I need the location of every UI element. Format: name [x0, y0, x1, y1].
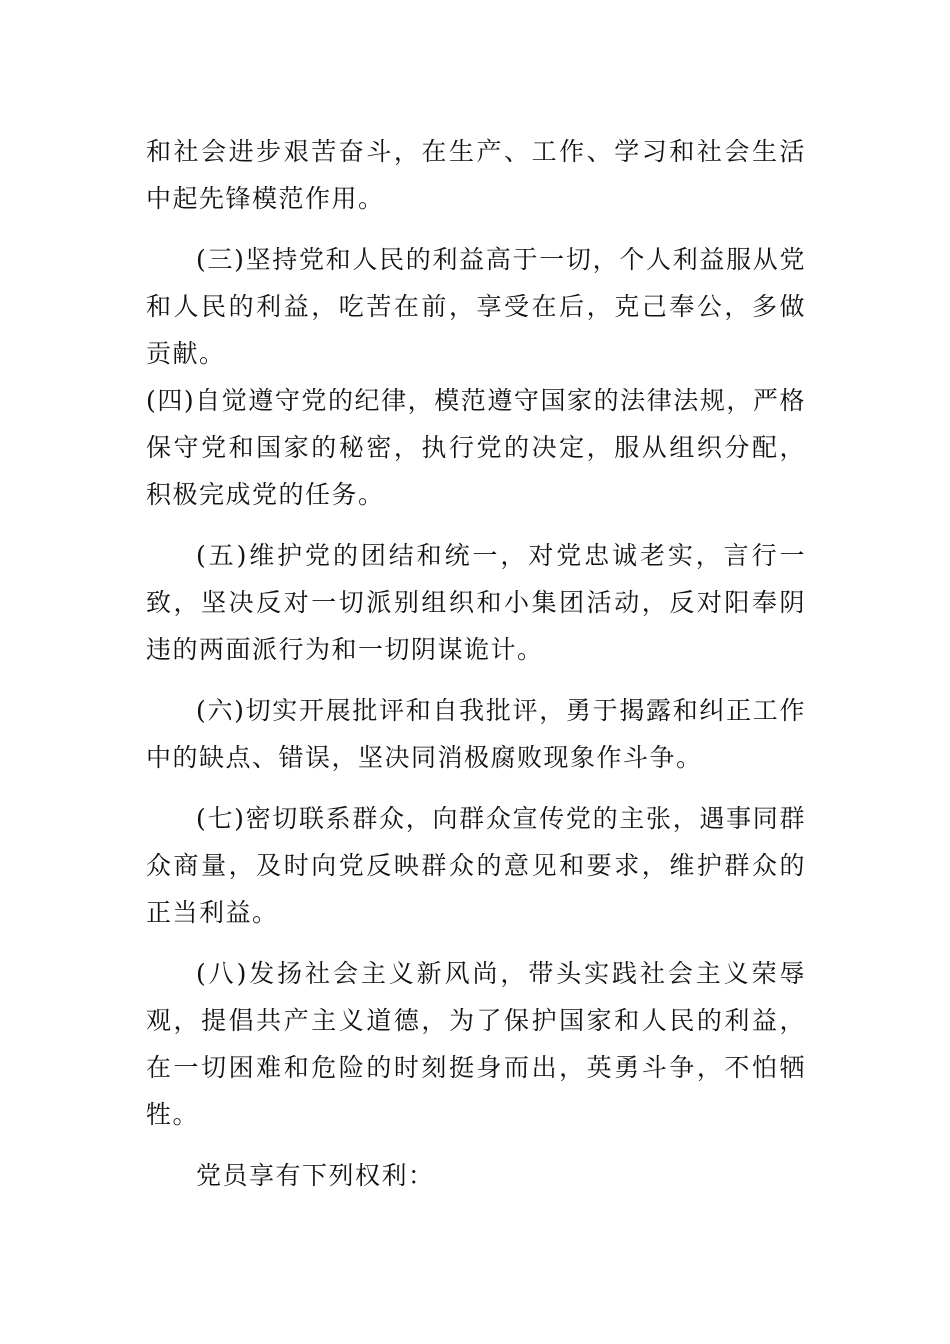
paragraph-item-6: (六)切实开展批评和自我批评，勇于揭露和纠正工作中的缺点、错误，坚决同消极腐败现象作斗争。	[146, 696, 806, 772]
paragraph-rights-heading: 党员享有下列权利：	[196, 1161, 435, 1190]
paragraph-item-7: (七)密切联系群众，向群众宣传党的主张，遇事同群众商量，及时向党反映群众的意见和要求，维护群众的正当利益。	[146, 804, 806, 927]
paragraph-item-5: (五)维护党的团结和统一，对党忠诚老实，言行一致，坚决反对一切派别组织和小集团活动，反对阳奉阴违的两面派行为和一切阴谋诡计。	[146, 541, 806, 664]
document-body	[146, 128, 806, 1213]
paragraph-item-4: (四)自觉遵守党的纪律，模范遵守国家的法律法规，严格保守党和国家的秘密，执行党的决定，服从组织分配，积极完成党的任务。	[146, 386, 806, 509]
paragraph-item-8: (八)发扬社会主义新风尚，带头实践社会主义荣辱观，提倡共产主义道德，为了保护国家和人民的利益，在一切困难和危险的时刻挺身而出，英勇斗争，不怕牺牲。	[146, 959, 806, 1129]
paragraph-continuation: 和社会进步艰苦奋斗，在生产、工作、学习和社会生活中起先锋模范作用。	[146, 137, 806, 213]
paragraph-item-3: (三)坚持党和人民的利益高于一切，个人利益服从党和人民的利益，吃苦在前，享受在后，克己奉公，多做贡献。	[146, 245, 806, 368]
